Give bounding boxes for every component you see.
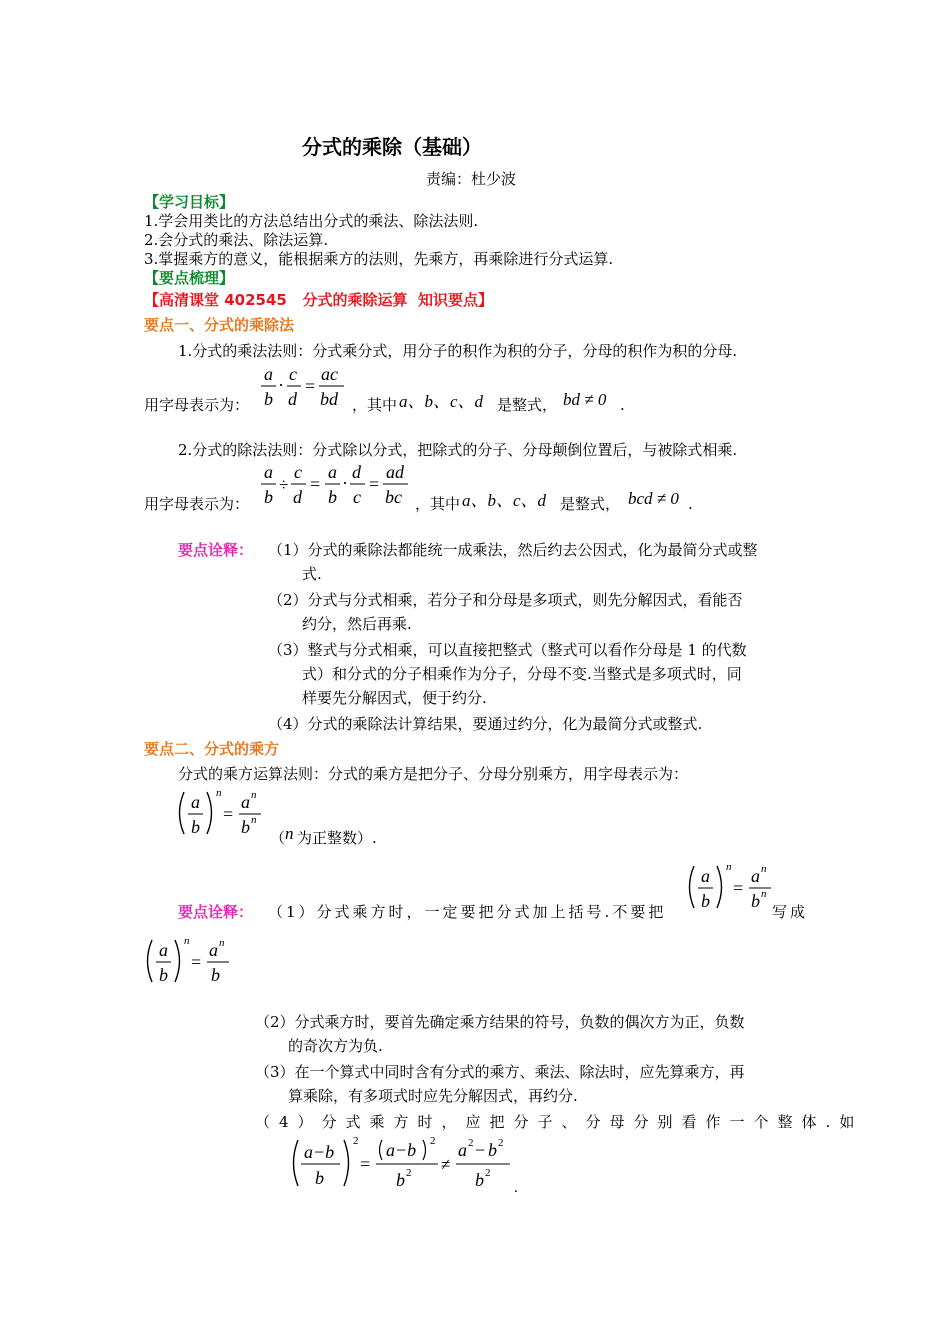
- example-formula: [288, 1132, 528, 1196]
- objective-item: 2.会分式的乘法、除法运算.: [144, 231, 329, 249]
- numerator-a: a: [191, 792, 200, 812]
- numerator-c: c: [289, 364, 297, 384]
- denominator-b: b: [328, 487, 337, 507]
- numerator-a: a: [458, 1140, 467, 1160]
- multiplication-rule: 1.分式的乘法法则：分式乘分式，用分子的积作为积的分子，分母的积作为积的分母.: [178, 342, 738, 360]
- numerator-ad: ad: [386, 462, 404, 482]
- page-title: 分式的乘除（基础）: [302, 135, 482, 159]
- div-variables: a、b、c、d: [462, 491, 547, 510]
- denominator-b: b: [315, 1168, 324, 1188]
- note-line: （4）分式的乘除法计算结果，要通过约分，化为最简分式或整式.: [268, 715, 703, 733]
- numerator-a: a: [241, 792, 250, 812]
- note-line: 式.: [302, 565, 322, 583]
- summary-heading: 【要点梳理】: [144, 269, 235, 287]
- equals-sign: =: [369, 474, 380, 494]
- div-condition: bcd ≠ 0: [628, 489, 679, 508]
- denominator-d: d: [293, 487, 302, 507]
- denominator-b: b: [751, 891, 760, 911]
- div-suffix-a: ，其中: [415, 495, 461, 513]
- note-line: （2）分式乘方时，要首先确定乘方结果的符号，负数的偶次方为正，负数: [255, 1013, 745, 1031]
- numerator-d: d: [352, 462, 361, 482]
- exponent-n: n: [251, 789, 257, 801]
- numerator-amb: a−b: [304, 1142, 335, 1162]
- note-line: （3）整式与分式相乘，可以直接把整式（整式可以看作分母是 1 的代数: [268, 641, 747, 659]
- minus-sign: −: [475, 1140, 486, 1160]
- note-line: 式）和分式的分子相乘作为分子，分母不变.当整式是多项式时，同: [302, 665, 742, 683]
- note-line: （2）分式与分式相乘，若分子和分母是多项式，则先分解因式，看能否: [268, 591, 743, 609]
- right-paren: [717, 866, 722, 908]
- numerator-ac: ac: [321, 364, 338, 384]
- power-cond-var: n: [285, 824, 294, 843]
- numerator-a: a: [328, 462, 337, 482]
- numerator-a: a: [751, 866, 760, 886]
- mul-condition: bd ≠ 0: [563, 390, 607, 409]
- exponent-n: n: [726, 861, 732, 873]
- denominator-b: b: [159, 965, 168, 985]
- note-label: 要点诠释：: [178, 541, 254, 559]
- denominator-b: b: [264, 487, 273, 507]
- right-paren: [423, 1140, 426, 1160]
- exponent-2: 2: [485, 1167, 491, 1179]
- point2-heading: 要点二、分式的乘方: [144, 740, 280, 758]
- denominator-b: b: [396, 1170, 405, 1190]
- exponent-2: 2: [406, 1167, 412, 1179]
- multiplication-formula: [258, 360, 354, 412]
- exponent-2: 2: [353, 1135, 359, 1147]
- right-paren: [175, 940, 180, 982]
- denominator-b: b: [701, 891, 710, 911]
- numerator-amb: a−b: [386, 1140, 417, 1160]
- div-suffix-b: 是整式，: [560, 495, 621, 513]
- note-line: 写成: [772, 903, 809, 921]
- power-formula-correct: [684, 860, 780, 916]
- power-cond-open: （: [270, 829, 286, 847]
- exponent-n: n: [184, 935, 190, 947]
- editor-credit: 责编：杜少波: [426, 170, 517, 188]
- numerator-a: a: [264, 462, 273, 482]
- denominator-c: c: [353, 487, 361, 507]
- point1-heading: 要点一、分式的乘除法: [144, 316, 295, 334]
- period: .: [688, 495, 693, 513]
- objective-item: 1.学会用类比的方法总结出分式的乘法、除法法则.: [144, 212, 479, 230]
- exponent-2: 2: [430, 1135, 436, 1147]
- power-formula-wrong: [142, 934, 238, 990]
- note-line: 约分，然后再乘.: [302, 615, 412, 633]
- note-line: （4）分式乘方时，应把分子、分母分别看作一个整体.如: [255, 1113, 864, 1131]
- not-equal-sign: ≠: [441, 1155, 451, 1174]
- denominator-bd: bd: [320, 389, 338, 409]
- note-line: （1）分式乘方时，一定要把分式加上括号.不要把: [268, 903, 667, 921]
- dot-operator: ·: [342, 473, 348, 493]
- left-paren: [148, 940, 153, 982]
- numerator-a: a: [264, 364, 273, 384]
- exponent-n: n: [216, 787, 222, 799]
- division-rule: 2.分式的除法法则：分式除以分式，把除式的分子、分母颠倒位置后，与被除式相乘.: [178, 441, 738, 459]
- mul-suffix-b: 是整式，: [497, 396, 558, 414]
- note-line: 算乘除，有多项式时应先分解因式，再约分.: [288, 1087, 578, 1105]
- exponent-n: n: [219, 937, 225, 949]
- objective-item: 3.掌握乘方的意义，能根据乘方的法则，先乘方，再乘除进行分式运算.: [144, 250, 614, 268]
- denominator-b: b: [475, 1170, 484, 1190]
- equals-sign: =: [360, 1154, 371, 1174]
- equals-sign: =: [223, 804, 234, 824]
- numerator-a: a: [209, 940, 218, 960]
- note-line: 的奇次方为负.: [288, 1037, 383, 1055]
- note-line: （3）在一个算式中同时含有分式的乘方、乘法、除法时，应先算乘方，再: [255, 1063, 745, 1081]
- note-line: 样要先分解因式，便于约分.: [302, 689, 487, 707]
- dot-operator: ·: [278, 375, 284, 395]
- note-line: （1）分式的乘除法都能统一成乘法，然后约去公因式，化为最简分式或整: [268, 541, 758, 559]
- divide-operator: ÷: [279, 475, 289, 494]
- equals-sign: =: [310, 474, 321, 494]
- mul-prefix: 用字母表示为：: [144, 396, 250, 414]
- mul-variables: a、b、c、d: [399, 392, 484, 411]
- numerator-a: a: [159, 940, 168, 960]
- course-link[interactable]: 【高清课堂 402545 分式的乘除运算 知识要点】: [144, 291, 493, 309]
- denominator-bc: bc: [385, 487, 402, 507]
- power-rule: 分式的乘方运算法则：分式的乘方是把分子、分母分别乘方，用字母表示为：: [178, 765, 689, 783]
- denominator-b: b: [191, 817, 200, 837]
- denominator-d: d: [288, 389, 297, 409]
- numerator-b: b: [488, 1140, 497, 1160]
- exponent-n: n: [761, 863, 767, 875]
- numerator-a: a: [701, 866, 710, 886]
- div-prefix: 用字母表示为：: [144, 495, 250, 513]
- left-paren: [380, 1140, 383, 1160]
- period: .: [620, 396, 625, 414]
- note-label: 要点诠释：: [178, 903, 254, 921]
- exponent-n: n: [761, 888, 767, 900]
- denominator-b: b: [211, 965, 220, 985]
- exponent-2: 2: [468, 1137, 474, 1149]
- exponent-n: n: [251, 814, 257, 826]
- denominator-b: b: [241, 817, 250, 837]
- left-paren: [690, 866, 695, 908]
- equals-sign: =: [733, 878, 744, 898]
- division-formula: [258, 458, 418, 510]
- right-paren: [207, 792, 212, 834]
- left-paren: [180, 792, 185, 834]
- power-formula: [174, 786, 270, 842]
- numerator-c: c: [294, 462, 302, 482]
- exponent-2: 2: [498, 1137, 504, 1149]
- mul-suffix-a: ，其中: [352, 396, 398, 414]
- denominator-b: b: [264, 389, 273, 409]
- right-paren: [344, 1140, 349, 1186]
- equals-sign: =: [191, 952, 202, 972]
- left-paren: [294, 1140, 299, 1186]
- period: .: [514, 1180, 518, 1196]
- power-cond-close: 为正整数）.: [297, 829, 377, 847]
- objectives-heading: 【学习目标】: [144, 193, 235, 211]
- equals-sign: =: [305, 376, 316, 396]
